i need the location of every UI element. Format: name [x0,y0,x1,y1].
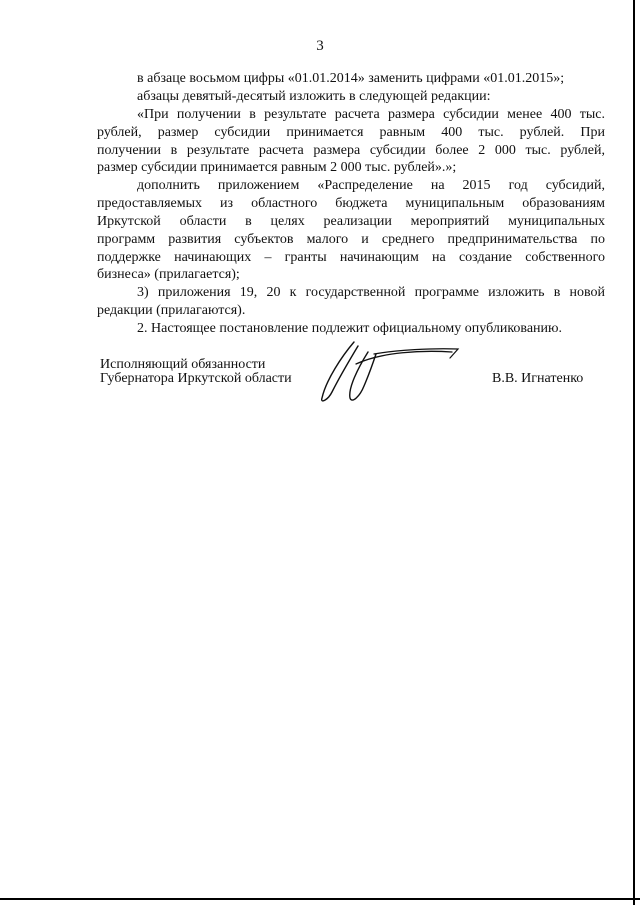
body-line-8: предоставляемых из областного бюджета муниципальным образованиям [97,196,605,211]
body-line-2: абзацы девятый-десятый изложить в следующей редакции: [137,89,491,104]
body-line-5: получении в результате расчета размера субсидии более 2 000 тыс. рублей, [97,143,605,158]
body-line-4: рублей, размер субсидии принимается равным 400 тыс. рублей. При [97,125,605,140]
body-line-14: редакции (прилагаются). [97,303,246,318]
body-line-1: в абзаце восьмом цифры «01.01.2014» заменить цифрами «01.01.2015»; [137,71,565,86]
body-line-15: 2. Настоящее постановление подлежит официальному опубликованию. [137,321,562,336]
body-line-13: 3) приложения 19, 20 к государственной программе изложить в новой [137,285,605,300]
signer-title-line-1: Исполняющий обязанности [100,357,266,372]
scan-edge-right [633,0,635,905]
body-line-7: дополнить приложением «Распределение на 2015 год субсидий, [137,178,605,193]
page-number: 3 [316,38,324,54]
signer-title-line-2: Губернатора Иркутской области [100,371,292,386]
signer-name: В.В. Игнатенко [492,371,584,386]
body-line-11: поддержке начинающих – гранты начинающим на создание собственного [97,250,605,265]
body-line-9: Иркутской области в целях реализации мероприятий муниципальных [97,214,605,229]
body-line-6: размер субсидии принимается равным 2 000 тыс. рублей».»; [97,160,457,175]
body-line-3: «При получении в результате расчета размера субсидии менее 400 тыс. [137,107,605,122]
handwritten-signature [312,338,472,404]
body-line-10: программ развития субъектов малого и среднего предпринимательства по [97,232,605,247]
scan-edge-bottom [0,898,640,900]
body-line-12: бизнеса» (прилагается); [97,267,240,282]
